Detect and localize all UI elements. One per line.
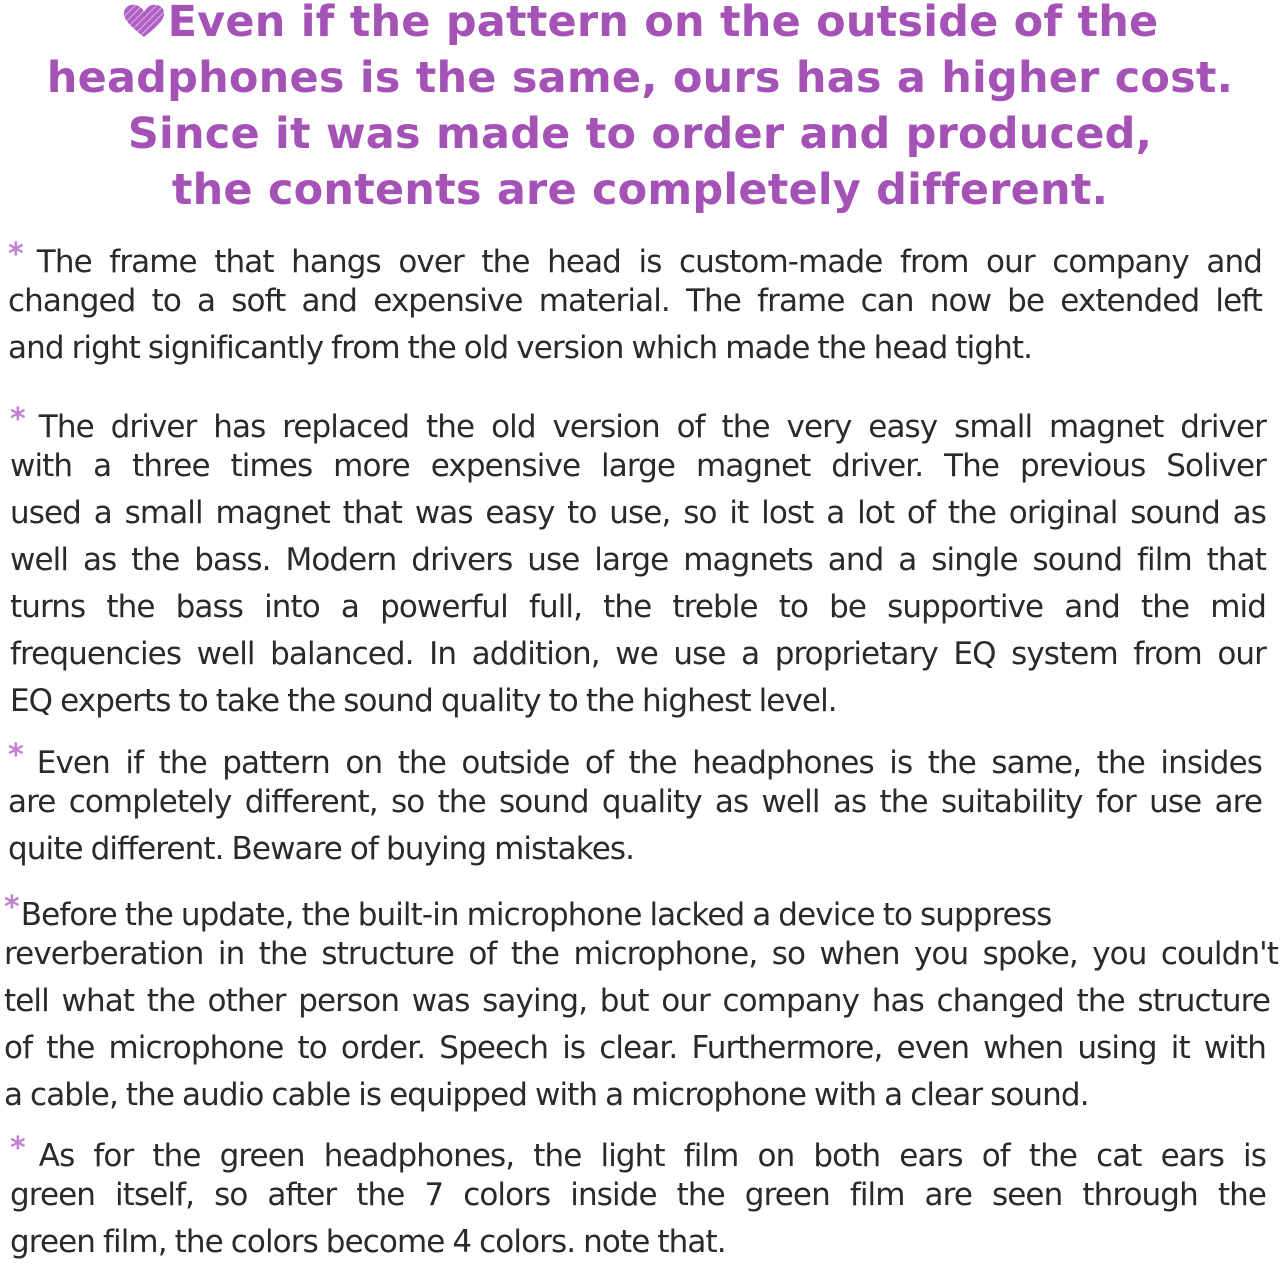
para-line xyxy=(0,1125,1280,1172)
bullet-star: * xyxy=(8,237,23,272)
text-span: As for the green headphones, the light film on both ears of the cat ears is xyxy=(38,1138,1266,1174)
paragraph-frame xyxy=(0,231,1280,372)
text-span: Even if the pattern on the outside of the headphones is the same, the insides xyxy=(36,745,1262,781)
headline-line-3: Since it was made to order and produced, xyxy=(127,109,1153,159)
para-line: are completely different, so the sound quality as well as the suitability for use are xyxy=(8,784,1262,820)
para-line: and right significantly from the old version which made the head tight. xyxy=(8,330,1033,366)
para-line xyxy=(0,732,1280,779)
paragraph-pattern xyxy=(0,732,1280,873)
text-span: The driver has replaced the old version of the very easy small magnet driver xyxy=(38,409,1266,445)
para-line xyxy=(0,884,1280,931)
para-line: turns the bass into a powerful full, the treble to be supportive and the mid xyxy=(10,589,1266,625)
para-line: changed to a soft and expensive material. The frame can now be extended left xyxy=(8,283,1262,319)
headline-line-1 xyxy=(0,0,1280,50)
para-line: quite different. Beware of buying mistakes. xyxy=(8,831,635,867)
text-span: The frame that hangs over the head is custom-made from our company and xyxy=(36,244,1262,280)
para-line: with a three times more expensive large magnet driver. The previous Soliver xyxy=(10,448,1266,484)
paragraph-driver xyxy=(0,396,1280,725)
para-line: EQ experts to take the sound quality to the highest level. xyxy=(10,683,837,719)
bullet-star: * xyxy=(10,402,25,437)
para-line xyxy=(0,396,1280,443)
para-line: green itself, so after the 7 colors inside the green film are seen through the xyxy=(10,1177,1266,1213)
bullet-star: * xyxy=(8,738,23,773)
heart-icon xyxy=(122,4,166,38)
para-line: frequencies well balanced. In addition, we use a proprietary EQ system from our xyxy=(10,636,1266,672)
headline-text-1: Even if the pattern on the outside of the xyxy=(167,0,1159,47)
headline xyxy=(0,0,1280,218)
bullet-star: * xyxy=(4,890,19,925)
para-line: a cable, the audio cable is equipped with a microphone with a clear sound. xyxy=(4,1077,1089,1113)
para-line: well as the bass. Modern drivers use large magnets and a single sound film that xyxy=(10,542,1266,578)
bullet-star: * xyxy=(10,1131,25,1166)
para-line: of the microphone to order. Speech is clear. Furthermore, even when using it with xyxy=(4,1030,1266,1066)
text-span: Before the update, the built-in microphone lacked a device to suppress xyxy=(20,897,1052,933)
headline-line-2: headphones is the same, ours has a higher cost. xyxy=(46,53,1234,103)
paragraph-microphone xyxy=(0,884,1280,1119)
para-line: tell what the other person was saying, but our company has changed the structure xyxy=(4,983,1270,1019)
headline-line-4: the contents are completely different. xyxy=(171,165,1109,215)
paragraph-green xyxy=(0,1125,1280,1266)
para-line xyxy=(0,231,1280,278)
para-line: reverberation in the structure of the microphone, so when you spoke, you couldn't xyxy=(4,936,1278,972)
para-line: used a small magnet that was easy to use, so it lost a lot of the original sound as xyxy=(10,495,1266,531)
para-line: green film, the colors become 4 colors. note that. xyxy=(10,1224,726,1260)
